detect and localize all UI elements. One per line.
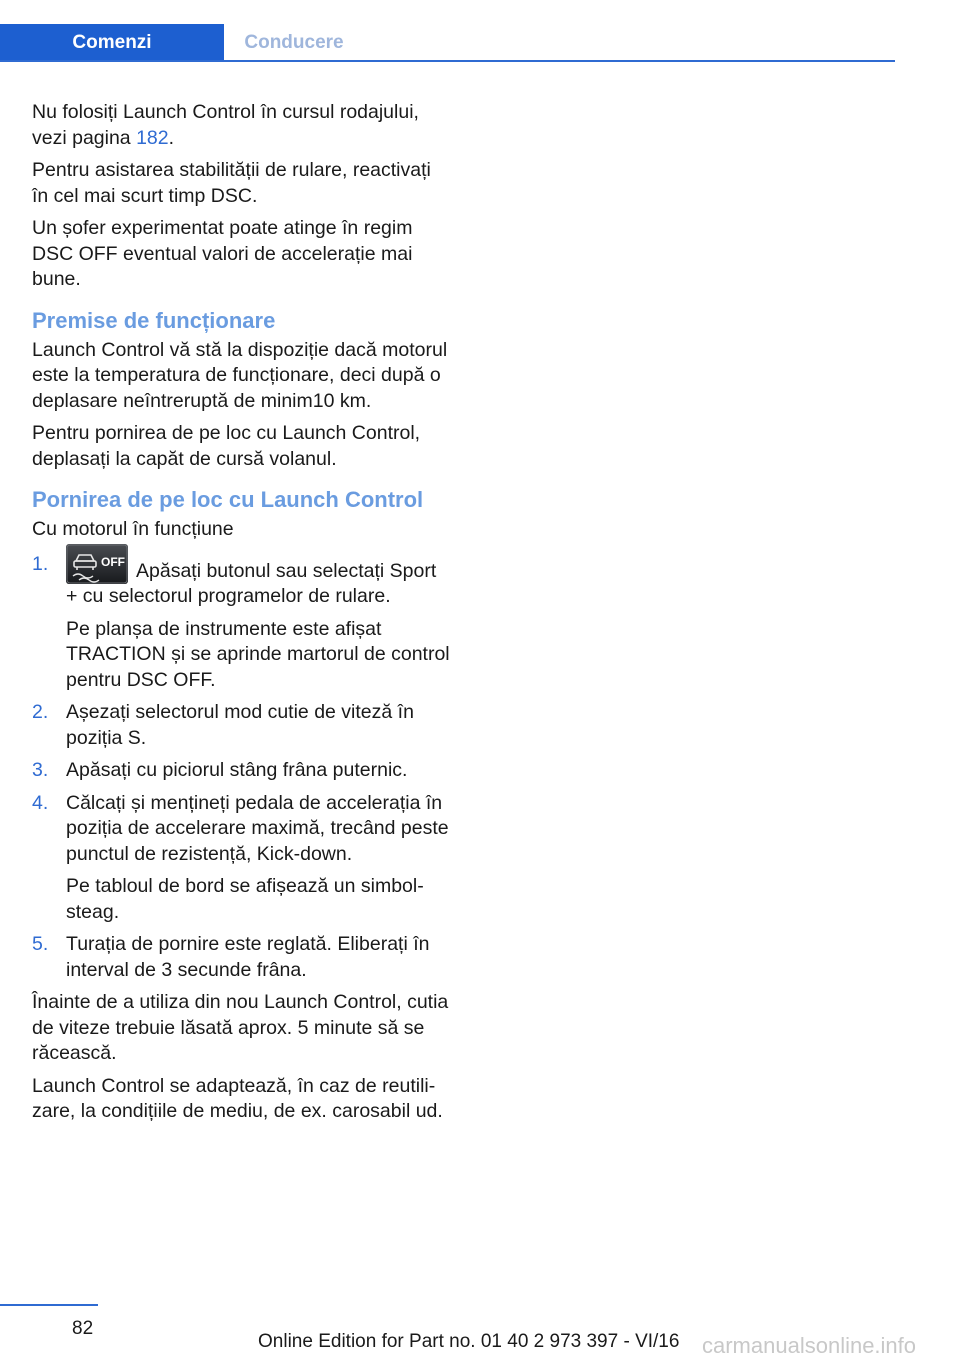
- footer-rule: [0, 1304, 98, 1306]
- step-number: 2.: [32, 701, 49, 723]
- step-subtext: Pe tabloul de bord se afișează un simbolsteag.: [66, 875, 424, 923]
- step-number: 4.: [32, 791, 49, 814]
- step-number: 1.: [32, 552, 49, 575]
- watermark: carmanualsonline.info: [702, 1333, 917, 1358]
- paragraph-text: .: [168, 126, 175, 149]
- step-number: 5.: [32, 933, 49, 955]
- paragraph-rodaj: [32, 100, 452, 151]
- paragraph-sofer: Un șofer experimentat poate atinge în regim DSC OFF eventual valori de accelerație mai bune.: [32, 217, 413, 290]
- step-text: Călcați și mențineți pedala de accelerația în poziția de accelerare maximă, trecând peste punctul de rezistență, Kick-down.: [66, 791, 449, 865]
- step-text: Apăsați butonul sau selectați Sport + cu selectorul programelor de rulare.: [66, 559, 437, 607]
- step-text: Apăsați cu piciorul stâng frâna puternic.: [66, 759, 408, 781]
- page-link[interactable]: 182: [136, 126, 169, 149]
- tab-conducere[interactable]: Conducere: [244, 32, 344, 53]
- paragraph-adaptare: Launch Control se adaptează, în caz de reutilizare, la condițiile de mediu, de ex. carosabil ud.: [32, 1074, 443, 1122]
- section-heading-premise: Premise de funcționare: [32, 307, 276, 333]
- paragraph-motor-functiune: Cu motorul în funcțiune: [32, 518, 234, 540]
- paragraph-stabilitate: Pentru asistarea stabilității de rulare, reactivați în cel mai scurt timp DSC.: [32, 159, 431, 207]
- dsc-off-icon-label: OFF: [101, 554, 125, 569]
- section-heading-pornire: Pornirea de pe loc cu Launch Control: [32, 487, 424, 512]
- step-text: Turația de pornire este reglată. Eliberați în interval de 3 secunde frâna.: [66, 933, 430, 981]
- chapter-tab-bar: [0, 24, 895, 62]
- page-number: 82: [72, 1318, 94, 1339]
- dsc-off-button-icon: [66, 544, 128, 584]
- header-rule: [0, 60, 895, 62]
- paragraph-volan: Pentru pornirea de pe loc cu Launch Control, deplasați la capăt de cursă volanul.: [32, 422, 421, 470]
- tab-comenzi[interactable]: Comenzi: [0, 24, 224, 60]
- paragraph-text: Nu folosiți Launch Control în cursul rodajului, vezi pagina: [32, 101, 419, 149]
- paragraph-racire: Înainte de a utiliza din nou Launch Control, cutia de viteze trebuie lăsată aprox. 5 minute să se răcească.: [32, 991, 449, 1064]
- step-text: Așezați selectorul mod cutie de viteză în poziția S.: [66, 701, 414, 749]
- edition-note: Online Edition for Part no. 01 40 2 973 397 - VI/16: [258, 1331, 680, 1352]
- paragraph-motor: Launch Control vă stă la dispoziție dacă motorul este la temperatura de funcționare, deci după o deplasare neîntreruptă de minim10 km.: [32, 338, 448, 412]
- list-item: [32, 932, 452, 983]
- steps-list: [32, 552, 452, 984]
- list-item: [32, 758, 452, 784]
- list-item: [32, 700, 452, 751]
- step-subtext: Pe planșa de instrumente este afișat TRACTION și se aprinde martorul de control pentru DSC OFF.: [66, 617, 450, 691]
- list-item: [32, 791, 452, 926]
- page-content: [32, 100, 452, 1132]
- step-number: 3.: [32, 759, 49, 781]
- list-item: [32, 552, 452, 694]
